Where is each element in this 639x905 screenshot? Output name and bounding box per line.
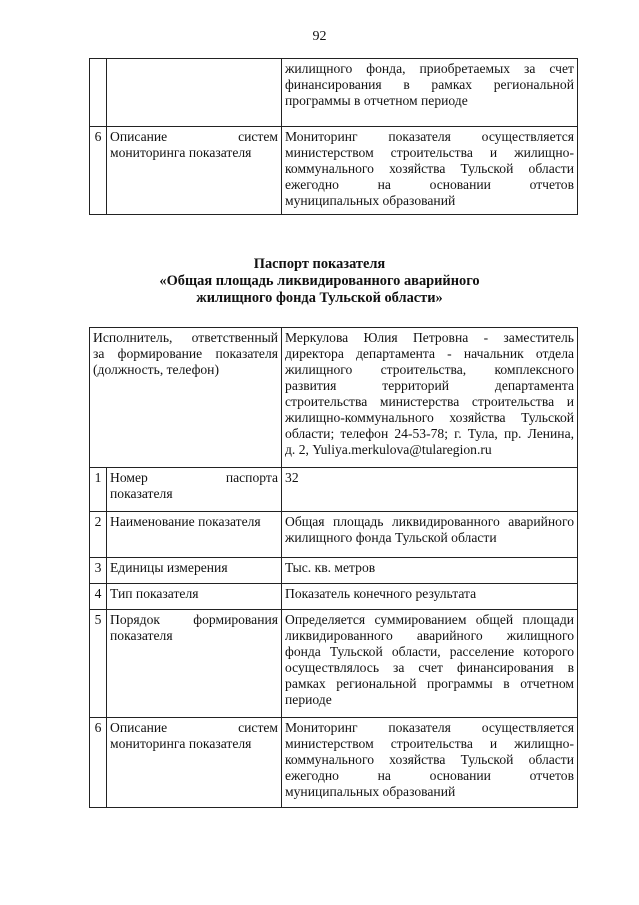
executor-value-cell bbox=[282, 328, 578, 468]
value-line: рамках региональной программы в отчетном bbox=[285, 676, 575, 691]
row-value-cell bbox=[282, 718, 578, 808]
row-label-cell bbox=[107, 512, 282, 558]
row-label-cell bbox=[107, 718, 282, 808]
value-line: муниципальных образований bbox=[285, 784, 456, 799]
row-label-cell bbox=[107, 468, 282, 512]
row-value-cell bbox=[282, 59, 578, 127]
value-line: ежегодно на основании отчетов bbox=[285, 768, 575, 783]
label-line: Номер паспорта bbox=[110, 470, 279, 485]
row-value-cell bbox=[282, 468, 578, 512]
label-line: Описание систем bbox=[110, 720, 279, 735]
label-line: Порядок формирования bbox=[110, 612, 279, 627]
label-line: Описание систем bbox=[110, 129, 278, 144]
row-label-cell bbox=[107, 584, 282, 610]
table-row bbox=[90, 468, 578, 512]
table-row bbox=[90, 59, 578, 127]
value-line: жилищного фонда Тульской области bbox=[285, 530, 497, 545]
row-number: 3 bbox=[90, 558, 107, 584]
value-line: Меркулова Юлия Петровна - заместитель bbox=[285, 330, 575, 345]
value-line: финансирования в рамках региональной bbox=[285, 77, 574, 92]
value-line: жилищного строительства, комплексного bbox=[285, 362, 575, 377]
passport-title bbox=[0, 256, 639, 307]
label-line: Единицы измерения bbox=[110, 560, 228, 575]
executor-label-cell bbox=[90, 328, 282, 468]
row-label-cell bbox=[107, 610, 282, 718]
label-line: Тип показателя bbox=[110, 586, 199, 601]
value-line: области; телефон 24-53-78; г. Тула, пр. Ленина, bbox=[285, 426, 575, 441]
value-line: д. 2, Yuliya.merkulova@tularegion.ru bbox=[285, 442, 492, 457]
value-line: программы в отчетном периоде bbox=[285, 93, 468, 108]
value-line: жилищного фонда, приобретаемых за счет bbox=[285, 61, 574, 76]
table-row bbox=[90, 718, 578, 808]
row-label-cell bbox=[107, 558, 282, 584]
value-line: коммунального хозяйства Тульской области bbox=[285, 161, 574, 176]
table-row bbox=[90, 610, 578, 718]
value-line: развития территорий департамента bbox=[285, 378, 575, 393]
value-line: директора департамента - начальник отдела bbox=[285, 346, 575, 361]
value-line: периоде bbox=[285, 692, 332, 707]
table-row bbox=[90, 584, 578, 610]
table-row bbox=[90, 127, 578, 215]
row-number-cell bbox=[90, 59, 107, 127]
label-line: мониторинга показателя bbox=[110, 145, 252, 160]
row-number: 5 bbox=[90, 610, 107, 718]
row-number: 4 bbox=[90, 584, 107, 610]
value-line: Мониторинг показателя осуществляется bbox=[285, 129, 574, 144]
row-number: 2 bbox=[90, 512, 107, 558]
value-line: коммунального хозяйства Тульской области bbox=[285, 752, 575, 767]
row-value-cell bbox=[282, 584, 578, 610]
value-line: ликвидированного аварийного жилищного bbox=[285, 628, 575, 643]
value-line: Мониторинг показателя осуществляется bbox=[285, 720, 575, 735]
row-value-cell bbox=[282, 512, 578, 558]
label-line: Исполнитель, ответственный bbox=[93, 330, 279, 345]
row-value-cell bbox=[282, 127, 578, 215]
label-line: за формирование показателя bbox=[93, 346, 279, 361]
label-line: показателя bbox=[110, 628, 173, 643]
row-number: 1 bbox=[90, 468, 107, 512]
label-line: (должность, телефон) bbox=[93, 362, 219, 377]
value-line: жилищно-коммунального хозяйства Тульской bbox=[285, 410, 575, 425]
value-line: муниципальных образований bbox=[285, 193, 456, 208]
value-line: осуществлялось за счет финансирования в bbox=[285, 660, 575, 675]
executor-row bbox=[90, 328, 578, 468]
row-value-cell bbox=[282, 610, 578, 718]
value-line: строительства министерства строительства и bbox=[285, 394, 575, 409]
title-line: жилищного фонда Тульской области» bbox=[196, 290, 443, 306]
row-value-cell bbox=[282, 558, 578, 584]
row-number: 6 bbox=[90, 127, 107, 215]
value-line: Показатель конечного результата bbox=[285, 586, 477, 601]
passport-table bbox=[89, 327, 578, 808]
row-label-cell bbox=[107, 127, 282, 215]
title-line: «Общая площадь ликвидированного аварийного bbox=[159, 273, 480, 289]
value-line: 32 bbox=[285, 470, 299, 485]
value-line: министерством строительства и жилищно- bbox=[285, 736, 575, 751]
title-line: Паспорт показателя bbox=[253, 256, 386, 272]
page-number: 92 bbox=[312, 29, 327, 44]
label-line: мониторинга показателя bbox=[110, 736, 252, 751]
row-label-cell bbox=[107, 59, 282, 127]
value-line: фонда Тульской области, расселение которого bbox=[285, 644, 575, 659]
value-line: ежегодно на основании отчетов bbox=[285, 177, 574, 192]
value-line: Общая площадь ликвидированного аварийного bbox=[285, 514, 575, 529]
table-row bbox=[90, 558, 578, 584]
value-line: Тыс. кв. метров bbox=[285, 560, 376, 575]
label-line: показателя bbox=[110, 486, 173, 501]
table-row bbox=[90, 512, 578, 558]
value-line: министерством строительства и жилищно- bbox=[285, 145, 574, 160]
row-number: 6 bbox=[90, 718, 107, 808]
value-line: Определяется суммированием общей площади bbox=[285, 612, 575, 627]
label-line: Наименование показателя bbox=[110, 514, 261, 529]
continuation-table bbox=[89, 58, 578, 215]
